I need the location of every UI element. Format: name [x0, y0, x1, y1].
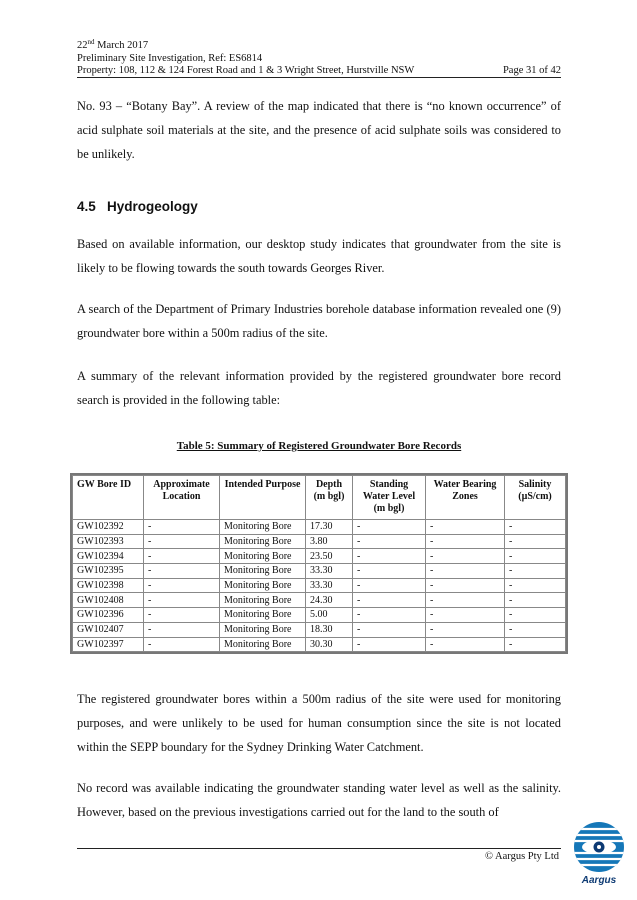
table-cell: -	[426, 520, 505, 535]
table-cell: -	[426, 593, 505, 608]
table-cell: -	[426, 608, 505, 623]
table-cell: 33.30	[306, 578, 353, 593]
table-cell: -	[505, 608, 566, 623]
table-row	[73, 549, 566, 564]
table-cell: GW102397	[73, 637, 144, 652]
table-row	[73, 564, 566, 579]
header-property: Property: 108, 112 & 124 Forest Road and 1 & 3 Wright Street, Hurstville NSW	[77, 65, 415, 76]
table-cell: -	[144, 520, 220, 535]
page-header	[77, 40, 561, 78]
table-cell: 18.30	[306, 622, 353, 637]
table-cell: -	[353, 564, 426, 579]
table-cell: -	[505, 520, 566, 535]
header-reference: Preliminary Site Investigation, Ref: ES6814	[77, 52, 263, 64]
aargus-logo-text: Aargus	[581, 875, 617, 886]
table-header-row	[73, 476, 566, 520]
paragraph-no-record: No record was available indicating the groundwater standing water level as well as the salinity. However, based on the previous investigations carried out for the land to the south of	[77, 781, 561, 819]
footer-copyright: © Aargus Pty Ltd	[485, 851, 559, 862]
table-cell: -	[144, 564, 220, 579]
table-cell: -	[426, 564, 505, 579]
header-date-rest: March 2017	[94, 40, 149, 51]
table-cell: Monitoring Bore	[220, 564, 306, 579]
section-title: Hydrogeology	[107, 199, 198, 214]
table-cell: GW102393	[73, 534, 144, 549]
table-cell: Monitoring Bore	[220, 622, 306, 637]
table-header-cell: Water Bearing Zones	[426, 476, 505, 520]
table-cell: -	[505, 622, 566, 637]
table-cell: 30.30	[306, 637, 353, 652]
table-cell: -	[144, 622, 220, 637]
header-page-number: Page 31 of 42	[502, 65, 561, 76]
footer-divider	[77, 848, 561, 849]
table-cell: -	[144, 593, 220, 608]
table-cell: -	[353, 534, 426, 549]
table-cell: -	[353, 520, 426, 535]
table-row	[73, 637, 566, 652]
header-property-row	[77, 65, 561, 78]
table-row	[73, 520, 566, 535]
table-cell: -	[426, 534, 505, 549]
table-cell: -	[505, 564, 566, 579]
table-cell: -	[353, 608, 426, 623]
table-body	[73, 520, 566, 652]
aargus-logo-icon	[572, 820, 626, 874]
table-cell: Monitoring Bore	[220, 549, 306, 564]
paragraph-borehole-search: A search of the Department of Primary Industries borehole database information revealed one (9) groundwater bore within a 500m radius of the site.	[77, 302, 561, 340]
table-cell: -	[505, 534, 566, 549]
header-date-suffix: nd	[87, 38, 95, 46]
table-cell: GW102398	[73, 578, 144, 593]
table-cell: -	[353, 637, 426, 652]
table-cell: -	[144, 549, 220, 564]
header-date-day: 22	[77, 40, 88, 51]
table-header-cell: Salinity (µS/cm)	[505, 476, 566, 520]
table-cell: -	[426, 578, 505, 593]
table-row	[73, 534, 566, 549]
table-row	[73, 578, 566, 593]
table-header-cell: Standing Water Level (m bgl)	[353, 476, 426, 520]
bore-records-table	[70, 473, 568, 654]
table-cell: Monitoring Bore	[220, 608, 306, 623]
table-cell: 17.30	[306, 520, 353, 535]
table-cell: -	[353, 593, 426, 608]
header-divider	[77, 77, 561, 78]
table-cell: -	[144, 578, 220, 593]
table-cell: GW102396	[73, 608, 144, 623]
table-header-cell: Depth (m bgl)	[306, 476, 353, 520]
table-cell: -	[505, 578, 566, 593]
table-cell: GW102394	[73, 549, 144, 564]
paragraph-groundwater-flow: Based on available information, our desktop study indicates that groundwater from the site is likely to be flowing towards the south towards Georges River.	[77, 237, 561, 275]
table-cell: Monitoring Bore	[220, 593, 306, 608]
table-header-cell: Approximate Location	[144, 476, 220, 520]
table-cell: 3.80	[306, 534, 353, 549]
table-cell: 5.00	[306, 608, 353, 623]
table-cell: 33.30	[306, 564, 353, 579]
table-cell: GW102407	[73, 622, 144, 637]
table-cell: -	[426, 622, 505, 637]
table-cell: -	[505, 593, 566, 608]
table-cell: -	[353, 578, 426, 593]
table-row	[73, 622, 566, 637]
table-row	[73, 593, 566, 608]
paragraph-acid-sulphate: No. 93 – “Botany Bay”. A review of the map indicated that there is “no known occurrence” of acid sulphate soil materials at the site, and the presence of acid sulphate soils was considered to be unlikely.	[77, 99, 561, 161]
table-cell: Monitoring Bore	[220, 520, 306, 535]
table-cell: Monitoring Bore	[220, 578, 306, 593]
table-cell: -	[353, 622, 426, 637]
table-header-cell: Intended Purpose	[220, 476, 306, 520]
header-date	[77, 40, 561, 53]
table-cell: -	[144, 637, 220, 652]
table-cell: Monitoring Bore	[220, 637, 306, 652]
table-cell: -	[353, 549, 426, 564]
table-cell: 24.30	[306, 593, 353, 608]
section-heading	[77, 199, 198, 214]
table-cell: -	[426, 637, 505, 652]
table-cell: GW102395	[73, 564, 144, 579]
paragraph-summary-intro: A summary of the relevant information provided by the registered groundwater bore record search is provided in the following table:	[77, 369, 561, 407]
table-cell: GW102408	[73, 593, 144, 608]
table-cell: GW102392	[73, 520, 144, 535]
aargus-logo	[572, 820, 626, 886]
table-cell: Monitoring Bore	[220, 534, 306, 549]
table-cell: -	[505, 637, 566, 652]
table-cell: -	[426, 549, 505, 564]
table-row	[73, 608, 566, 623]
table-cell: -	[144, 608, 220, 623]
table-header-cell: GW Bore ID	[73, 476, 144, 520]
table-cell: 23.50	[306, 549, 353, 564]
section-number: 4.5	[77, 199, 96, 214]
table-caption: Table 5: Summary of Registered Groundwater Bore Records	[176, 440, 462, 452]
paragraph-bore-usage: The registered groundwater bores within a 500m radius of the site were used for monitoring purposes, and were unlikely to be used for human consumption since the site is not located within the SEPP boundary for the Sydney Drinking Water Catchment.	[77, 692, 561, 754]
table-cell: -	[505, 549, 566, 564]
table-cell: -	[144, 534, 220, 549]
